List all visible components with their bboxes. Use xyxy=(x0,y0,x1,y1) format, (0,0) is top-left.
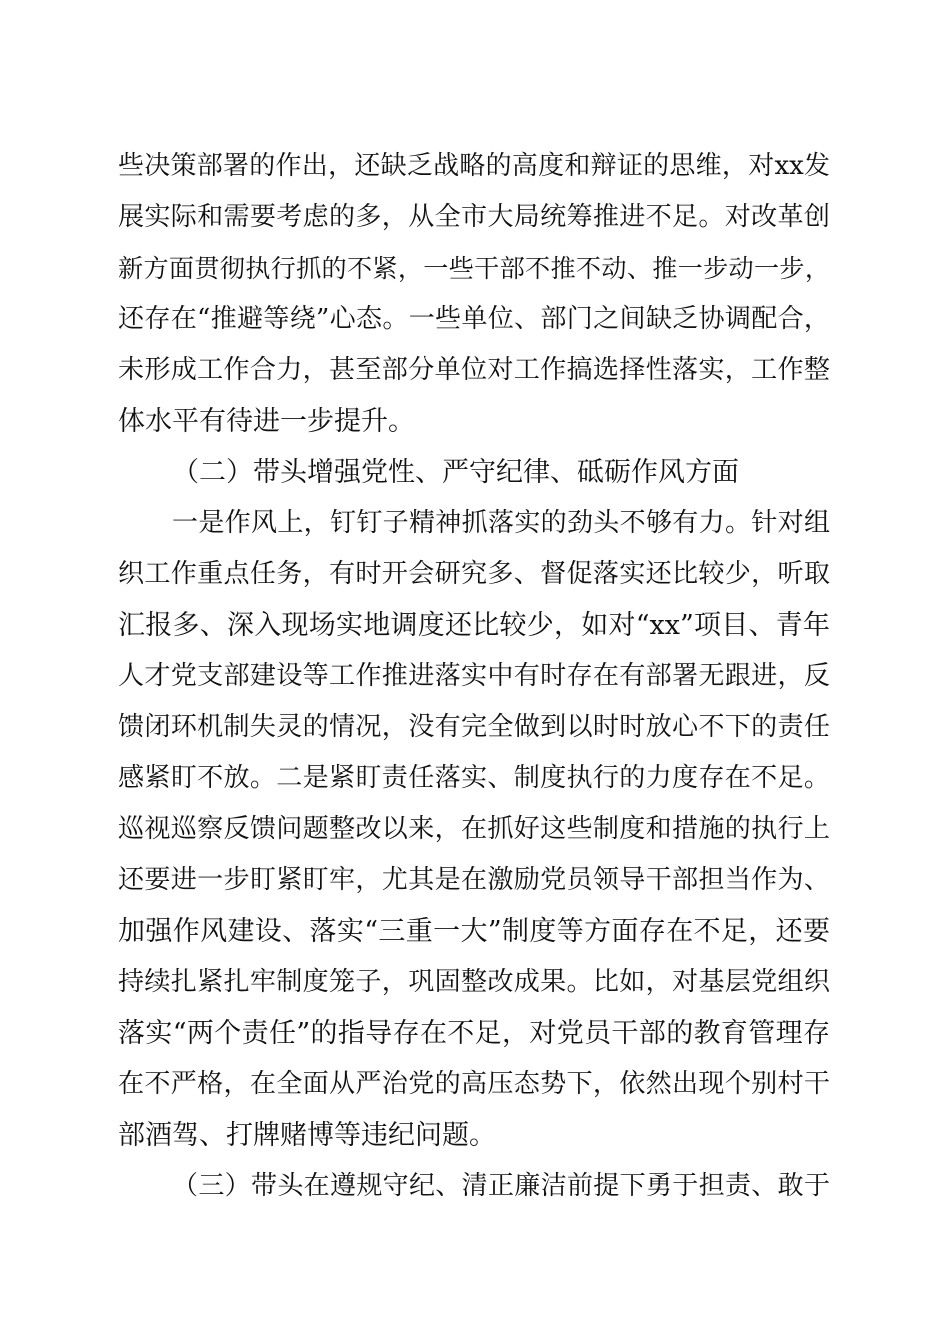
paragraph-line: 些决策部署的作出，还缺乏战略的高度和辩证的思维，对xx发 xyxy=(118,151,830,181)
paragraph-line: 展实际和需要考虑的多，从全市大局统筹推进不足。对改革创 xyxy=(118,202,830,232)
paragraph-line: 巡视巡察反馈问题整改以来，在抓好这些制度和措施的执行上 xyxy=(118,814,830,844)
paragraph-line: 感紧盯不放。二是紧盯责任落实、制度执行的力度存在不足。 xyxy=(118,763,830,793)
paragraph-line: 在不严格，在全面从严治党的高压态势下，依然出现个别村干 xyxy=(118,1069,830,1099)
paragraph-line: 织工作重点任务，有时开会研究多、督促落实还比较少，听取 xyxy=(118,559,830,589)
document-body xyxy=(118,141,830,1212)
paragraph-line: 一是作风上，钉钉子精神抓落实的劲头不够有力。针对组 xyxy=(172,508,830,538)
paragraph-line: 部酒驾、打牌赌博等违纪问题。 xyxy=(118,1120,496,1151)
paragraph-line: 加强作风建设、落实“三重一大”制度等方面存在不足，还要 xyxy=(118,916,830,947)
paragraph-line: 汇报多、深入现场实地调度还比较少，如对“xx”项目、青年 xyxy=(118,610,830,641)
paragraph-line: 未形成工作合力，甚至部分单位对工作搞选择性落实，工作整 xyxy=(118,355,830,385)
section-heading: （三）带头在遵规守纪、清正廉洁前提下勇于担责、敢于 xyxy=(172,1171,830,1201)
section-heading: （二）带头增强党性、严守纪律、砥砺作风方面 xyxy=(172,457,739,488)
paragraph-line: 还存在“推避等绕”心态。一些单位、部门之间缺乏协调配合， xyxy=(118,304,830,334)
paragraph-line: 落实“两个责任”的指导存在不足，对党员干部的教育管理存 xyxy=(118,1018,830,1049)
paragraph-line: 新方面贯彻执行抓的不紧，一些干部不推不动、推一步动一步， xyxy=(118,254,830,283)
paragraph-line: 持续扎紧扎牢制度笼子，巩固整改成果。比如，对基层党组织 xyxy=(118,967,830,997)
paragraph-line: 还要进一步盯紧盯牢，尤其是在激励党员领导干部担当作为、 xyxy=(118,865,830,895)
paragraph-line: 人才党支部建设等工作推进落实中有时存在有部署无跟进，反 xyxy=(118,661,830,691)
paragraph-line: 体水平有待进一步提升。 xyxy=(118,406,415,437)
paragraph-line: 馈闭环机制失灵的情况，没有完全做到以时时放心不下的责任 xyxy=(118,712,830,742)
